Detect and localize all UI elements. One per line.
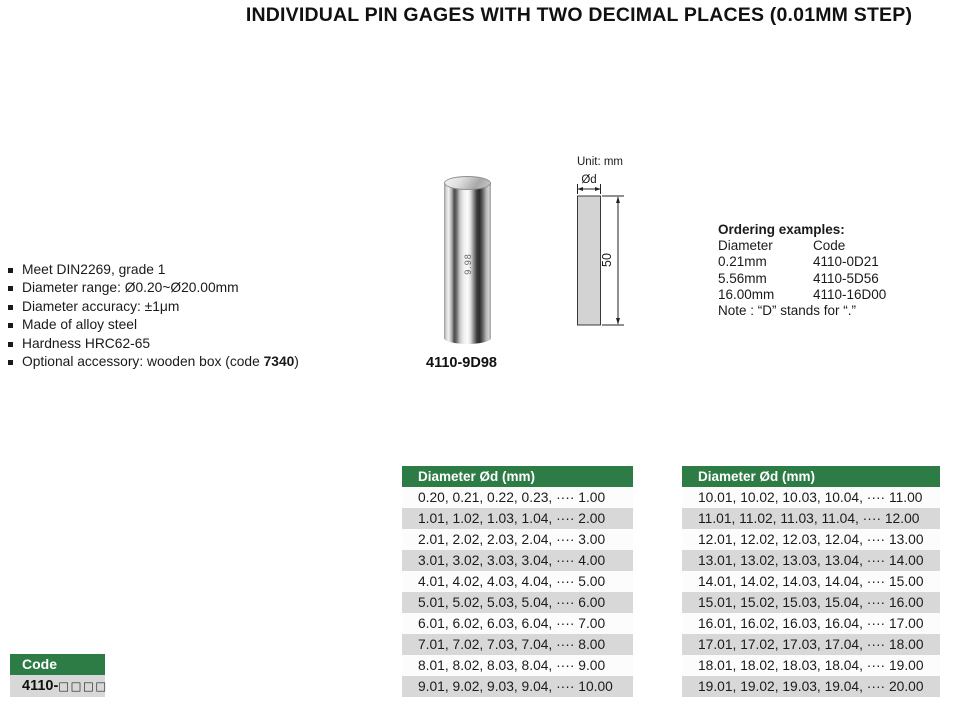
ordering-col-diameter: Diameter bbox=[718, 238, 773, 254]
pin-gage-photo bbox=[444, 183, 491, 344]
feature-text: Optional accessory: wooden box (code 7340) bbox=[22, 354, 299, 370]
table-row: 14.01, 14.02, 14.03, 14.04, ···· 15.00 bbox=[682, 571, 940, 592]
bullet-square-icon bbox=[8, 286, 13, 291]
table-row: 15.01, 15.02, 15.03, 15.04, ···· 16.00 bbox=[682, 592, 940, 613]
table-row: 8.01, 8.02, 8.03, 8.04, ···· 9.00 bbox=[402, 655, 633, 676]
table-row: 11.01, 11.02, 11.03, 11.04, ···· 12.00 bbox=[682, 508, 940, 529]
ordering-row: 0.21mm 4110-0D21 bbox=[718, 254, 879, 270]
pin-engraving: 9.98 bbox=[462, 252, 473, 275]
table-row: 19.01, 19.02, 19.03, 19.04, ···· 20.00 bbox=[682, 676, 940, 697]
feature-list bbox=[8, 261, 299, 371]
table-row: 0.20, 0.21, 0.22, 0.23, ···· 1.00 bbox=[402, 487, 633, 508]
table-row: 5.01, 5.02, 5.03, 5.04, ···· 6.00 bbox=[402, 592, 633, 613]
code-prefix: 4110- bbox=[22, 678, 59, 694]
feature-text: Meet DIN2269, grade 1 bbox=[22, 262, 166, 277]
feature-text: Made of alloy steel bbox=[22, 317, 138, 333]
table-header: Diameter Ød (mm) bbox=[402, 466, 633, 487]
table-row: 17.01, 17.02, 17.03, 17.04, ···· 18.00 bbox=[682, 634, 940, 655]
table-row: 18.01, 18.02, 18.03, 18.04, ···· 19.00 bbox=[682, 655, 940, 676]
table-row: 7.01, 7.02, 7.03, 7.04, ···· 8.00 bbox=[402, 634, 633, 655]
bullet-square-icon bbox=[8, 360, 13, 365]
table-row: 10.01, 10.02, 10.03, 10.04, ···· 11.00 bbox=[682, 487, 940, 508]
table-row: 1.01, 1.02, 1.03, 1.04, ···· 2.00 bbox=[402, 508, 633, 529]
bullet-square-icon bbox=[8, 268, 13, 273]
ordering-examples bbox=[718, 222, 886, 319]
ordering-title: Ordering examples: bbox=[718, 222, 845, 237]
table-row: 6.01, 6.02, 6.03, 6.04, ···· 7.00 bbox=[402, 613, 633, 634]
ordering-row: 5.56mm 4110-5D56 bbox=[718, 270, 879, 286]
table-row: 16.01, 16.02, 16.03, 16.04, ···· 17.00 bbox=[682, 613, 940, 634]
code-placeholder-squares: □□□□ bbox=[58, 679, 108, 693]
diameter-table-left bbox=[402, 466, 633, 697]
dimension-drawing bbox=[560, 152, 650, 342]
page-title: INDIVIDUAL PIN GAGES WITH TWO DECIMAL PLACES (0.01MM STEP) bbox=[245, 4, 913, 26]
unit-label: Unit: mm bbox=[577, 156, 623, 168]
diameter-table-right bbox=[682, 466, 940, 697]
code-pattern bbox=[10, 675, 108, 697]
ordering-header-row bbox=[718, 238, 886, 254]
ordering-note: Note : “D” stands for “.” bbox=[718, 303, 857, 319]
list-item bbox=[8, 261, 299, 279]
list-item bbox=[8, 279, 299, 297]
pin-profile-rect bbox=[578, 196, 601, 325]
code-box-header: Code bbox=[10, 654, 105, 675]
list-item bbox=[8, 335, 299, 353]
pin-gage-top-face bbox=[444, 176, 491, 190]
feature-text: Diameter range: Ø0.20~Ø20.00mm bbox=[22, 280, 239, 296]
bullet-square-icon bbox=[8, 342, 13, 347]
list-item bbox=[8, 298, 299, 316]
pin-model-label: 4110-9D98 bbox=[426, 355, 497, 371]
accessory-code: 7340 bbox=[263, 354, 295, 370]
table-row: 12.01, 12.02, 12.03, 12.04, ···· 13.00 bbox=[682, 529, 940, 550]
bullet-square-icon bbox=[8, 323, 13, 328]
feature-text: Hardness HRC62-65 bbox=[22, 335, 151, 351]
table-row: 9.01, 9.02, 9.03, 9.04, ···· 10.00 bbox=[402, 676, 633, 697]
table-row: 13.01, 13.02, 13.03, 13.04, ···· 14.00 bbox=[682, 550, 940, 571]
table-row: 4.01, 4.02, 4.03, 4.04, ···· 5.00 bbox=[402, 571, 633, 592]
feature-text: Diameter accuracy: ±1μm bbox=[22, 298, 180, 314]
list-item bbox=[8, 353, 299, 371]
length-dim-label: 50 bbox=[600, 253, 614, 267]
diameter-dim-label: Ød bbox=[581, 174, 597, 186]
table-header: Diameter Ød (mm) bbox=[682, 466, 940, 487]
ordering-col-code: Code bbox=[813, 238, 846, 254]
bullet-square-icon bbox=[8, 305, 13, 310]
code-box bbox=[10, 654, 108, 697]
table-row: 3.01, 3.02, 3.03, 3.04, ···· 4.00 bbox=[402, 550, 633, 571]
ordering-row: 16.00mm 4110-16D00 bbox=[718, 286, 887, 302]
list-item bbox=[8, 316, 299, 334]
table-row: 2.01, 2.02, 2.03, 2.04, ···· 3.00 bbox=[402, 529, 633, 550]
